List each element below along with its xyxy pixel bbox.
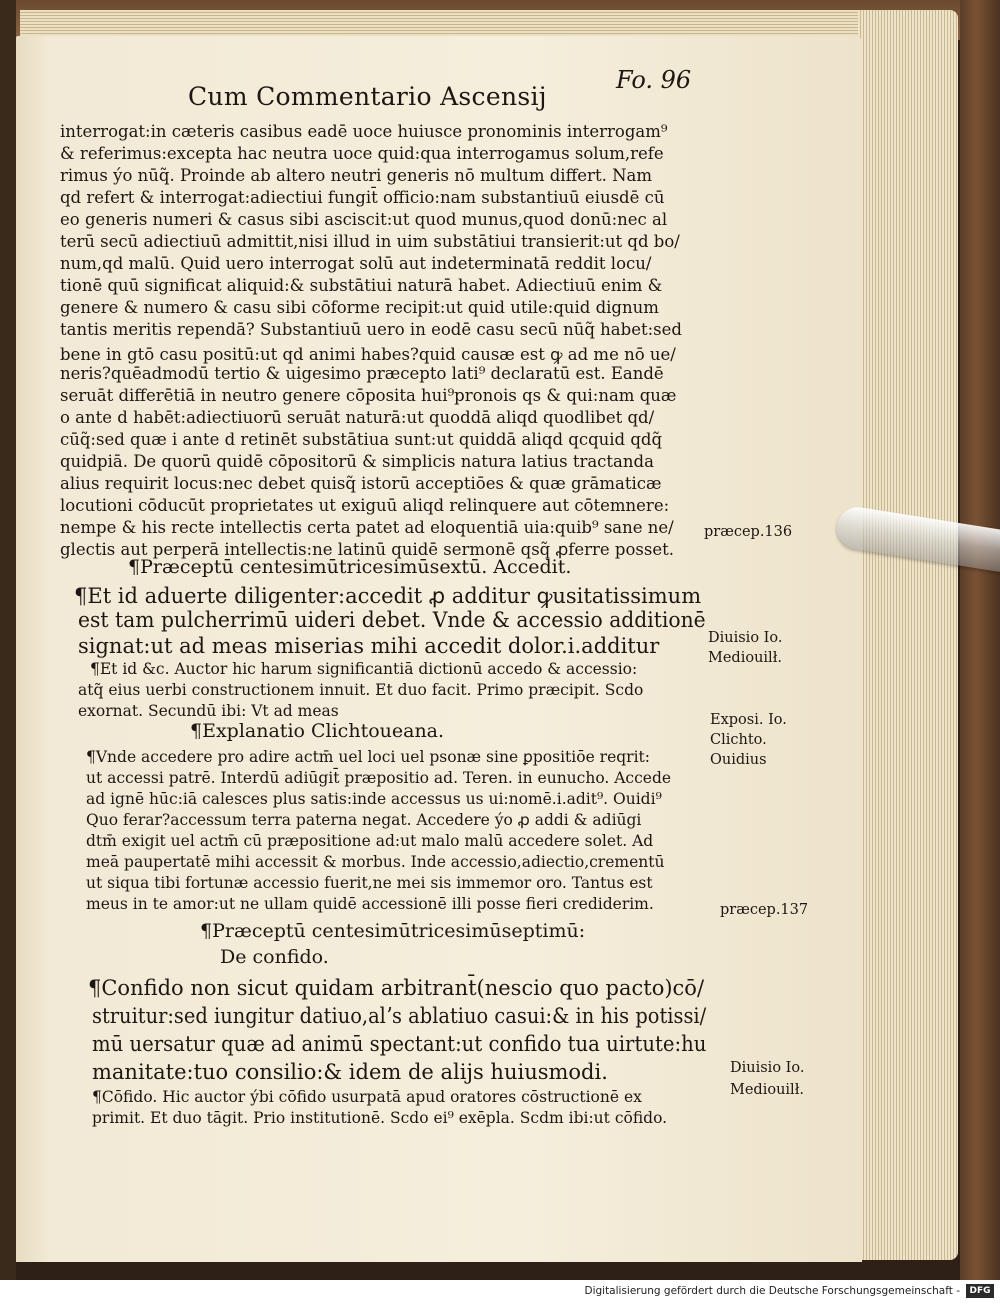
margin-note: Clichto. <box>710 732 767 748</box>
body-line: alius requirit locus:nec debet quisq̃ istorū acceptiōes & quæ grāmaticæ <box>60 474 662 493</box>
body-line: rimus ýo nūq̃. Proinde ab altero neutri generis nō multum differt. Nam <box>60 166 652 185</box>
margin-note: præcep.136 <box>704 524 793 540</box>
rubric-136: ¶Præceptū centesimūtricesimūsextū. Accedit. <box>128 556 572 578</box>
margin-note: præcep.137 <box>720 902 809 918</box>
dfg-logo: DFG <box>966 1284 994 1298</box>
body-line: eo generis numeri & casus sibi ascisci​t:ut quod munus,quod donū:nec al <box>60 210 668 229</box>
funding-credit: Digitalisierung gefördert durch die Deutsche Forschungsgemeinschaft - <box>584 1285 960 1297</box>
body-line: qd refert & interrogat:adiectiui fungit̄ officio:nam substantiuū eiusdē cū <box>60 188 665 207</box>
page-text-area <box>16 36 862 1262</box>
body-line: tantis meritis rependā? Substantiuū uero in eodē casu secū nūq̃ habet:sed <box>60 320 682 339</box>
body-line: tionē quū significat aliquid:& substātiui naturā habet. Adiectiuū enim & <box>60 276 663 295</box>
body-line: glectis aut perperā intellectis:ne latinū quidē sermonē qsq̃ ꝓferre posset. <box>60 540 674 559</box>
book-page <box>16 36 862 1262</box>
folio-number: Fo. 96 <box>616 66 692 94</box>
margin-note: Diuisio Io. <box>730 1060 805 1076</box>
body-line: quidpiā. De quorū quidē cōpositorū & simplicis natura latius tractanda <box>60 452 654 471</box>
text-line-137: mū uersatur quæ ad animū spectant:ut confido tua uirtute:hu <box>92 1032 707 1056</box>
body-line: num,qd malū. Quid uero interrogat solū aut indeterminatā reddit locu/ <box>60 254 652 273</box>
explanatio-line: meus in te amor:ut ne ullam quidē accessionē illi posse fieri crediderim. <box>86 895 654 913</box>
book-board-left <box>0 0 16 1280</box>
body-line: & referimus:excepta hac neutra uoce quid:qua interrogamus solum,refe <box>60 144 664 163</box>
body-line: o ante d habēt:adiectiuorū seruāt naturā:ut quoddā aliqd quodlibet qd/ <box>60 408 655 427</box>
margin-note: Ouidius <box>710 752 767 768</box>
margin-note: Exposi. Io. <box>710 712 787 728</box>
text-line-137: manitate:tuo consilio:& idem de alijs huiusmodi. <box>92 1060 608 1084</box>
explanatio-line: ut accessi patrē. Interdū adiūgit̄ præpositio ad. Teren. in eunucho. Accede <box>86 769 672 787</box>
body-line: interrogat:in cæteris casibus eadē uoce huiusce pronominis interrogam⁹ <box>60 122 668 141</box>
comment-line: primit. Et duo tāgit. Prio institutionē. Scdo ei⁹ exēpla. Scdm ibi:ut cōfido. <box>92 1109 668 1127</box>
explanatio-heading: ¶Explanatio Clichtoueana. <box>190 720 445 742</box>
body-line: locutioni cōducūt proprietates ut exiguū aliqd relinquere aut cōtemnere: <box>60 496 670 515</box>
explanatio-line: Quo ferar?accessum terra paterna negat. Accedere ýo ꝓ addi & adiūgi <box>86 811 642 829</box>
body-line: cūq̃:sed quæ i ante d retinēt substātiua sunt:ut quiddā aliqd qcquid qdq̃ <box>60 430 663 449</box>
body-line: nempe & his recte intellectis certa patet ad eloquentiā uia:quib⁹ sane ne/ <box>60 518 674 537</box>
body-line: neris?quēadmodū tertio & uigesimo præcepto lati⁹ declaratū est. Eandē <box>60 364 664 383</box>
comment-line: atq̃ eius uerbi constructionem innuit. Et duo facit. Primo præcipit. Scdo <box>78 681 644 699</box>
explanatio-line: dtm̄ exigit uel actm̄ cū præpositione ad:ut malo malū accedere solet. Ad <box>86 832 654 850</box>
body-line: genere & numero & casu sibi cōforme recipit:ut quid utile:quid dignum <box>60 298 659 317</box>
text-line-137: struitur:sed iungitur datiuo,alʼs ablatiuo casui:& in his potissi/ <box>92 1004 707 1028</box>
explanatio-line: meā paupertatē mihi accessit & morbus. Inde accessio,adiectio,crementū <box>86 853 665 871</box>
explanatio-line: ut siqua tibi fortunæ accessio fuerit,ne mei sis immemor oro. Tantus est <box>86 874 653 892</box>
comment-line: ¶Cōfido. Hic auctor ýbi cōfido usurpatā apud oratores cōstructionē ex <box>92 1088 642 1106</box>
text-line-136: ¶Et id aduerte diligenter:accedit ꝓ additur ꝙusitatissimum <box>74 584 702 608</box>
rubric-137: ¶Præceptū centesimūtricesimūseptimū: <box>200 920 586 942</box>
rubric-137-subtitle: De confido. <box>220 946 329 968</box>
body-line: seruāt differētiā in neutro genere cōposita hui⁹pronois qs & qui:nam quæ <box>60 386 677 405</box>
explanatio-line: ad ignē hūc:iā calesces plus satis:inde accessus us ui:nomē.i.adit⁹. Ouidi⁹ <box>86 790 662 808</box>
margin-note: Mediouilł. <box>730 1082 805 1098</box>
text-line-136: signat:ut ad meas miserias mihi accedit dolor.i.additur <box>78 634 660 658</box>
margin-note: Mediouilł. <box>708 650 783 666</box>
explanatio-line: ¶Vnde accedere pro adire actm̄ uel loci uel psonæ sine ꝑpositiōe reqrit: <box>86 748 650 766</box>
text-line-136: est tam pulcherrimū uideri debet. Vnde & accessio additionē <box>78 608 706 632</box>
body-line: bene in gtō casu positū:ut qd animi habes?quid causæ est ꝙ ad me nō ue/ <box>60 345 676 364</box>
footer-strip <box>0 1280 1000 1304</box>
book-cover-right <box>960 0 1000 1280</box>
body-line: terū secū adiectiuū admittit,nisi illud in uim substātiui transierit:ut qd bo/ <box>60 232 680 251</box>
running-header: Cum Commentario Ascensij <box>188 82 547 111</box>
text-line-137: ¶Confido non sicut quidam arbitrant̄(nescio quo pacto)cō/ <box>88 976 705 1000</box>
comment-line: ¶Et id &c. Auctor hic harum significantiā dictionū accedo & accessio: <box>90 660 638 678</box>
page-edges-right <box>858 10 958 1260</box>
comment-line: exornat. Secundū ibi: Vt ad meas <box>78 702 339 720</box>
margin-note: Diuisio Io. <box>708 630 783 646</box>
